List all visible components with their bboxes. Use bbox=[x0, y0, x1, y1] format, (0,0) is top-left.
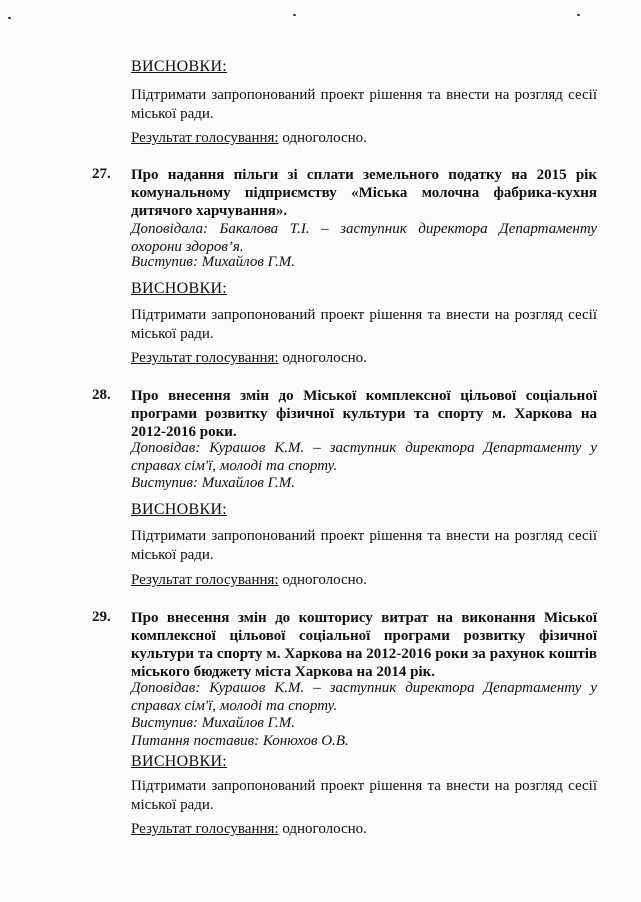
conclusion-text: Підтримати запропонований проект рішення та внести на розгляд сесії міської ради. bbox=[131, 778, 597, 813]
scan-speck bbox=[577, 14, 580, 16]
conclusion-heading: ВИСНОВКИ: bbox=[131, 753, 228, 770]
scan-speck bbox=[8, 17, 11, 19]
voting-result-label: Результат голосування: bbox=[131, 821, 279, 837]
item-question: Питання поставив: Конюхов О.В. bbox=[131, 733, 349, 749]
conclusion-text: Підтримати запропонований проект рішення та внести на розгляд сесії міської ради. bbox=[131, 528, 597, 563]
voting-result bbox=[131, 350, 597, 367]
item-spoke: Виступив: Михайлов Г.М. bbox=[131, 715, 296, 731]
voting-result bbox=[131, 130, 597, 147]
voting-result-label: Результат голосування: bbox=[131, 130, 279, 146]
item-spoke: Виступив: Михайлов Г.М. bbox=[131, 475, 296, 491]
voting-result-label: Результат голосування: bbox=[131, 572, 279, 588]
conclusion-heading: ВИСНОВКИ: bbox=[131, 280, 228, 297]
item-speaker: Доповідала: Бакалова Т.І. – заступник директора Департаменту охорони здоров’я. bbox=[131, 221, 597, 255]
conclusion-text: Підтримати запропонований проект рішення та внести на розгляд сесії міської ради. bbox=[131, 307, 597, 342]
voting-result-value: одноголосно. bbox=[278, 572, 367, 588]
voting-result-value: одноголосно. bbox=[278, 821, 367, 837]
voting-result bbox=[131, 572, 597, 589]
conclusion-heading: ВИСНОВКИ: bbox=[131, 58, 228, 75]
item-spoke: Виступив: Михайлов Г.М. bbox=[131, 254, 296, 270]
item-speaker: Доповідав: Курашов К.М. – заступник директора Департаменту у справах сім'ї, молоді та спорту. bbox=[131, 440, 597, 474]
item-number: 27. bbox=[92, 166, 111, 182]
voting-result-value: одноголосно. bbox=[278, 350, 367, 366]
item-number: 28. bbox=[92, 387, 111, 403]
conclusion-heading: ВИСНОВКИ: bbox=[131, 501, 228, 518]
conclusion-text: Підтримати запропонований проект рішення та внести на розгляд сесії міської ради. bbox=[131, 87, 597, 122]
item-number: 29. bbox=[92, 609, 111, 625]
item-title: Про внесення змін до Міської комплексної цільової соціальної програми розвитку фізичної культури та спорту м. Харкова на 2012-2016 роки. bbox=[131, 388, 597, 440]
item-speaker: Доповідав: Курашов К.М. – заступник директора Департаменту у справах сім'ї, молоді та спорту. bbox=[131, 680, 597, 714]
voting-result bbox=[131, 821, 597, 838]
voting-result-value: одноголосно. bbox=[278, 130, 367, 146]
item-title: Про внесення змін до кошторису витрат на виконання Міської комплексної цільової соціальної програми розвитку фізичної культури та спорту м. Харкова на 2012-2016 роки за рахунок коштів міського бюджету міста Харкова на 2014 рік. bbox=[131, 610, 597, 680]
item-title: Про надання пільги зі сплати земельного податку на 2015 рік комунальному підприємству «Міська молочна фабрика-кухня дитячого харчування». bbox=[131, 167, 597, 219]
voting-result-label: Результат голосування: bbox=[131, 350, 279, 366]
scan-speck bbox=[293, 14, 296, 16]
